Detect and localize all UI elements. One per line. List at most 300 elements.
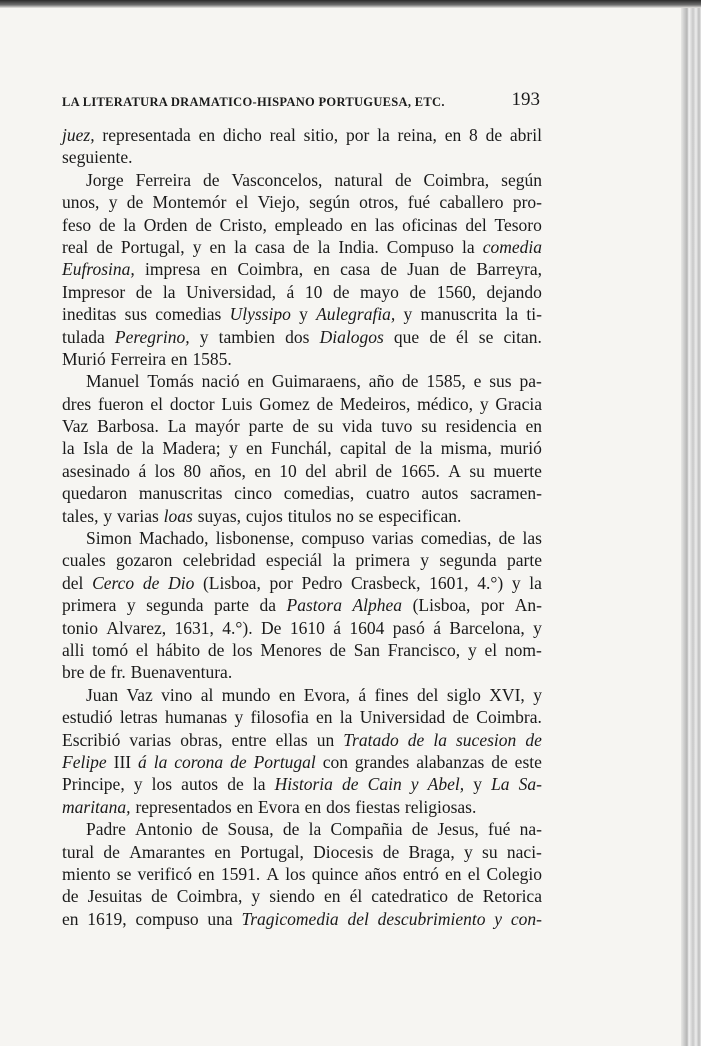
word: 1585, [426, 371, 466, 392]
word: se [116, 863, 132, 884]
word: la [377, 125, 390, 145]
word: Barreyra, [476, 259, 542, 280]
word: abril [509, 125, 542, 145]
text-line [62, 393, 542, 415]
word: y [103, 505, 113, 526]
word: da [259, 595, 277, 616]
word: 1604 [349, 617, 385, 638]
word: quince [311, 863, 359, 884]
word: la [62, 438, 75, 459]
text-line [62, 773, 542, 795]
word: de [491, 751, 508, 772]
word: la [339, 707, 353, 728]
word: sus [124, 304, 148, 325]
word: y [464, 841, 473, 862]
word: Abel, [427, 774, 465, 795]
word: del [347, 908, 369, 929]
word: capital [339, 438, 387, 459]
word: descubrimiento [377, 908, 486, 929]
word: del [305, 460, 327, 481]
word: en [444, 125, 462, 145]
word: asesinado [62, 460, 131, 481]
word: la [433, 729, 447, 750]
word: los [151, 774, 173, 795]
word: Universidad, [186, 281, 276, 302]
word: na- [519, 819, 542, 840]
word: Peregrino, [114, 326, 190, 347]
word: Sa- [518, 774, 542, 795]
word: Guimaraens, [271, 371, 361, 392]
word: Buenaventura. [130, 662, 233, 683]
word: Medeiros, [339, 393, 411, 414]
word: Diocesis [313, 841, 374, 862]
text-line [62, 460, 542, 482]
word: Vasconcelos, [231, 169, 323, 190]
word: Manuel [86, 371, 140, 392]
word: Barcelona, [449, 617, 525, 638]
word: la [529, 572, 542, 593]
word: el [484, 639, 498, 660]
word: Padre [86, 819, 126, 840]
word: Jesuitas [87, 886, 143, 907]
word: casa [254, 236, 285, 257]
word: Jesus, [437, 819, 479, 840]
word: Barbosa. [97, 416, 159, 437]
word: Antonio [135, 819, 193, 840]
word: 1585. [192, 348, 232, 369]
word: manuscrita [420, 304, 498, 325]
word: de [411, 819, 429, 840]
text-line [62, 706, 542, 728]
word: por [269, 572, 293, 593]
word: Eufrosina, [62, 259, 135, 280]
word: Orden [143, 214, 188, 235]
word: segunda [146, 595, 204, 616]
word: abril [335, 460, 368, 481]
text-line [62, 818, 542, 840]
word: Isla [82, 438, 109, 459]
word: pa- [519, 371, 542, 392]
word: y [410, 774, 419, 795]
text-line [62, 885, 542, 907]
word: su [469, 460, 485, 481]
word: tuvo [381, 416, 413, 437]
word: Simon [86, 528, 132, 549]
word: Vaz [62, 416, 89, 437]
word: seguiente. [62, 147, 133, 168]
word: filosofia [250, 707, 309, 728]
word: corona [174, 751, 224, 772]
word: real [269, 125, 296, 145]
word: India. [338, 236, 379, 257]
word: Alphea [352, 595, 403, 616]
word: sacramen- [470, 483, 542, 504]
word: Ferreira [135, 169, 191, 190]
word: Braga, [408, 841, 455, 862]
word: y [126, 595, 136, 616]
word: de [116, 438, 134, 459]
word: en [210, 259, 228, 280]
word: empleado [274, 214, 343, 235]
word: Impresor [62, 281, 126, 302]
word: ineditas [62, 304, 117, 325]
text-line [62, 527, 542, 549]
word: la [234, 236, 247, 257]
word: suyas, [197, 505, 242, 526]
word: 1560, [436, 281, 476, 302]
word: dos [285, 326, 310, 347]
text-line [62, 841, 542, 863]
text-line [62, 415, 542, 437]
word: oficinas [402, 214, 458, 235]
running-head: LA LITERATURA DRAMATICO-HISPANO PORTUGUESA, ETC. [62, 95, 445, 109]
word: humanas [164, 707, 228, 728]
word: de [202, 169, 220, 190]
word: comedia [482, 236, 542, 257]
word: compuso [301, 528, 365, 549]
word: el [467, 863, 481, 884]
word: dos [326, 796, 351, 817]
word: en [247, 371, 264, 392]
word: en [236, 796, 254, 817]
word: de [126, 192, 144, 213]
word: Luis [221, 393, 253, 414]
book-page-edges [681, 8, 701, 1046]
word: obras, [180, 729, 223, 750]
word: de [452, 707, 470, 728]
word: naci- [506, 841, 542, 862]
word: las [374, 214, 395, 235]
word: fueron [97, 393, 144, 414]
word: comedias, [283, 483, 355, 504]
text-line [62, 572, 542, 594]
word: á [138, 460, 147, 481]
word: nom- [504, 639, 542, 660]
word: tomó [92, 639, 129, 660]
word: Crasbeck, [351, 572, 421, 593]
word: Tesoro [494, 214, 542, 235]
text-line [62, 169, 542, 191]
word: Pastora [286, 595, 342, 616]
word: de [230, 751, 247, 772]
word: y [494, 908, 503, 929]
word: la [419, 438, 433, 459]
text-line [62, 326, 542, 348]
word: la [153, 751, 168, 772]
text-line [62, 729, 542, 751]
word: la [252, 774, 266, 795]
word: San [353, 639, 380, 660]
word: Coimbra, [237, 259, 304, 280]
text-line [62, 661, 542, 683]
word: en [198, 125, 216, 145]
word: y [133, 774, 143, 795]
word: de [207, 639, 225, 660]
word: este [514, 751, 542, 772]
word: Universidad [359, 707, 446, 728]
word: de [409, 281, 427, 302]
word: feso [62, 214, 92, 235]
word: primera [62, 595, 117, 616]
word: comedias [155, 304, 222, 325]
word: con [322, 751, 348, 772]
word: Cristo, [219, 214, 267, 235]
word: Compuso [386, 236, 454, 257]
word: una [207, 908, 233, 929]
text-line [62, 191, 542, 213]
word: mayo [360, 281, 399, 302]
word: vino [161, 684, 193, 705]
word: y [192, 236, 202, 257]
word: Coimbra. [476, 707, 542, 728]
word: su [482, 841, 498, 862]
word: otros, [359, 192, 399, 213]
word: el [235, 192, 249, 213]
word: muerte [493, 460, 542, 481]
word: Dialogos [319, 326, 384, 347]
word: de [96, 236, 113, 257]
word: letras [119, 707, 158, 728]
word: 4.°) [477, 572, 504, 593]
word: de [407, 729, 425, 750]
word: parte [507, 550, 542, 571]
text-line [62, 796, 542, 818]
word: Montemór [152, 192, 227, 213]
word: él [456, 326, 469, 347]
word: Evora, [303, 684, 350, 705]
word: titulos [287, 505, 332, 526]
word: lisbonense, [215, 528, 295, 549]
word: de [329, 639, 346, 660]
word: parte [214, 595, 250, 616]
body-text [62, 124, 542, 930]
word: la [505, 304, 519, 325]
word: grandes [354, 751, 410, 772]
word: de [316, 393, 334, 414]
word: y [228, 438, 238, 459]
word: la [308, 819, 322, 840]
word: especifican. [378, 505, 462, 526]
text-line [62, 281, 542, 303]
word: Juan [86, 684, 119, 705]
word: un [316, 729, 335, 750]
word: de [89, 662, 106, 683]
word: Portugal, [240, 841, 304, 862]
word: Juan [407, 259, 440, 280]
word: entre [231, 729, 267, 750]
word: de [227, 774, 244, 795]
word: en [304, 796, 322, 817]
word: An- [514, 595, 542, 616]
word: Pedro [301, 572, 343, 593]
text-line [62, 863, 542, 885]
word: de [151, 886, 168, 907]
word: Madera; [162, 438, 221, 459]
word: del [62, 572, 84, 593]
word: y [108, 192, 118, 213]
word: cinco [234, 483, 273, 504]
word: fr. [110, 662, 126, 683]
word: citan. [503, 326, 542, 347]
word: año [368, 371, 394, 392]
word: y [403, 304, 413, 325]
word: mundo [221, 684, 271, 705]
word: de [394, 438, 412, 459]
word: A [266, 863, 280, 884]
word: siglo [446, 684, 481, 705]
word: Cain [367, 774, 402, 795]
word: Retorica [482, 886, 542, 907]
word: maritana, [62, 796, 131, 817]
text-line [62, 684, 542, 706]
word: celebridad [182, 550, 256, 571]
word: de [429, 326, 446, 347]
text-line [62, 482, 542, 504]
word: de [98, 214, 116, 235]
word: 4.°). [222, 617, 253, 638]
word: verificó [137, 863, 192, 884]
word: Gracia [495, 393, 542, 414]
word: Jorge [86, 169, 124, 190]
word: tural [62, 841, 95, 862]
word: bre [62, 662, 85, 683]
word: III [113, 751, 132, 772]
word: en [254, 460, 271, 481]
text-line [62, 639, 542, 661]
word: no [336, 505, 354, 526]
word: al [200, 684, 214, 705]
word: dicho [222, 125, 262, 145]
word: de [375, 460, 393, 481]
word: quedaron [62, 483, 128, 504]
word: de [485, 125, 503, 145]
word: y [479, 393, 489, 414]
word: en [62, 908, 79, 929]
word: de [449, 259, 467, 280]
word: Portugal, [120, 236, 185, 257]
word: (Lisboa, [412, 595, 471, 616]
word: compuso [135, 908, 199, 929]
word: tonio [62, 617, 98, 638]
word: sitio, [303, 125, 339, 145]
word: de [293, 236, 310, 257]
word: y [199, 326, 209, 347]
word: Evora [257, 796, 300, 817]
word: en [313, 259, 330, 280]
word: y [467, 639, 477, 660]
word: vida [342, 416, 373, 437]
word: á [358, 684, 367, 705]
word: 1610 [289, 617, 325, 638]
word: Coimbra, [423, 169, 490, 190]
word: fué [407, 192, 431, 213]
word: Ferreira [110, 348, 167, 369]
word: Dio [168, 572, 195, 593]
word: de [332, 281, 350, 302]
word: la [162, 281, 176, 302]
word: de [342, 774, 359, 795]
word: la [461, 236, 475, 257]
word: La [167, 416, 187, 437]
word: Funchál, [270, 438, 332, 459]
word: fines [374, 684, 409, 705]
word: en [209, 236, 227, 257]
word: de [62, 886, 79, 907]
word: á [333, 617, 341, 638]
word: á [138, 751, 147, 772]
word: en [170, 348, 188, 369]
word: 10 [304, 281, 323, 302]
word: alabanzas [416, 751, 485, 772]
word: de [142, 572, 160, 593]
word: catedratico [371, 886, 449, 907]
word: y [251, 886, 261, 907]
word: Machado, [139, 528, 209, 549]
word: del [465, 214, 487, 235]
word: del [417, 684, 439, 705]
word: residencia [445, 416, 517, 437]
word: la [317, 236, 331, 257]
word: loas [163, 505, 193, 526]
word: 10 [279, 460, 297, 481]
word: doctor [169, 393, 215, 414]
word: gozaron [116, 550, 173, 571]
word: Alvarez, [106, 617, 167, 638]
text-line [62, 370, 542, 392]
word: se [478, 326, 494, 347]
word: de [498, 528, 516, 549]
word: Ulyssipo [229, 304, 291, 325]
word: de [382, 841, 400, 862]
text-line [62, 908, 542, 930]
word: años, [209, 460, 246, 481]
word: Historia [274, 774, 333, 795]
page-header [62, 91, 542, 115]
word: en [525, 416, 542, 437]
word: en [323, 886, 341, 907]
text-line [62, 303, 542, 325]
word: en [198, 863, 215, 884]
word: unos, [62, 192, 100, 213]
word: comedias, [420, 528, 492, 549]
word: alli [62, 639, 85, 660]
word: varias [371, 528, 414, 549]
word: por [345, 125, 370, 145]
word: nació [201, 371, 240, 392]
text-line [62, 236, 542, 258]
word: fiestas [355, 796, 401, 817]
word: caballero [439, 192, 504, 213]
word: de [380, 259, 398, 280]
word: y [533, 617, 542, 638]
word: 80 [183, 460, 202, 481]
word: él [349, 886, 363, 907]
word: á [433, 617, 442, 638]
word: pasó [392, 617, 425, 638]
word: Tomás [147, 371, 194, 392]
text-line [62, 594, 542, 616]
text-line [62, 214, 542, 236]
text-line [62, 549, 542, 571]
word: representados [135, 796, 232, 817]
word: Principe, [62, 774, 125, 795]
word: de [401, 371, 419, 392]
word: en [214, 841, 231, 862]
word: La [491, 774, 510, 795]
text-line [62, 617, 542, 639]
word: mayór [195, 416, 240, 437]
word: Colegio [486, 863, 542, 884]
